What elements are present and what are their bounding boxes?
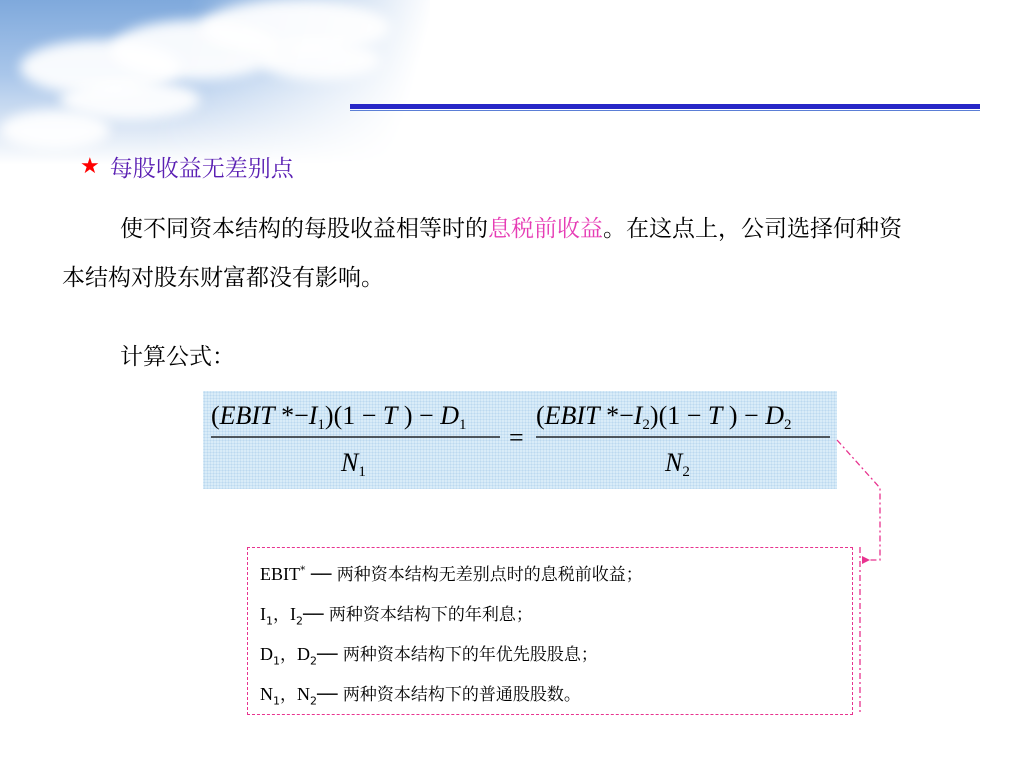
def-symbol-2: I bbox=[290, 604, 296, 624]
left-denominator: N1 bbox=[341, 448, 366, 480]
def-dash: ── bbox=[305, 565, 337, 585]
def-symbol-2: D bbox=[297, 644, 310, 664]
definition-n bbox=[260, 680, 581, 707]
definition-ebit bbox=[260, 560, 643, 585]
equals-sign: = bbox=[509, 423, 524, 452]
def-dash: ── bbox=[317, 645, 343, 665]
paragraph-highlight: 息税前收益 bbox=[488, 216, 603, 242]
def-sup: * bbox=[300, 563, 306, 577]
def-text: 两种资本结构下的普通股股数。 bbox=[342, 685, 581, 705]
header-rule bbox=[350, 104, 980, 109]
def-dash: ── bbox=[303, 605, 329, 625]
def-symbol: N bbox=[260, 684, 273, 704]
heading-title: 每股收益无差别点 bbox=[109, 156, 294, 182]
calc-label: 计算公式： bbox=[120, 344, 235, 370]
definition-i bbox=[260, 600, 533, 627]
def-sub: 1 bbox=[266, 614, 273, 628]
sky-banner bbox=[0, 0, 430, 165]
def-text: 两种资本结构下的年利息； bbox=[328, 605, 533, 625]
def-text: 两种资本结构下的年优先股股息； bbox=[342, 645, 598, 665]
definition-paragraph bbox=[62, 205, 922, 303]
definition-d bbox=[260, 640, 598, 667]
formula-svg bbox=[203, 391, 837, 489]
left-numerator: (EBIT *−I1)(1 − T ) − D1 bbox=[211, 401, 467, 433]
right-numerator: (EBIT *−I2)(1 − T ) − D2 bbox=[536, 401, 792, 433]
def-sep: ， bbox=[273, 605, 290, 625]
def-symbol-2: N bbox=[297, 684, 310, 704]
definitions-box bbox=[247, 547, 853, 715]
def-sub: 1 bbox=[273, 694, 280, 708]
def-text: 两种资本结构无差别点时的息税前收益； bbox=[336, 565, 643, 585]
def-sub-2: 2 bbox=[310, 694, 317, 708]
formula-box bbox=[203, 391, 837, 489]
paragraph-text-before: 使不同资本结构的每股收益相等时的 bbox=[120, 216, 488, 242]
paragraph-text-after: 。在这点上，公司选择何种资本结构对股东财富都没有影响。 bbox=[62, 216, 902, 291]
star-icon: ★ bbox=[80, 154, 100, 179]
def-symbol: D bbox=[260, 644, 273, 664]
def-symbol: I bbox=[260, 604, 266, 624]
right-denominator: N2 bbox=[665, 448, 690, 480]
slide-heading bbox=[80, 150, 294, 183]
def-sep: ， bbox=[280, 685, 297, 705]
header-rule-thin bbox=[350, 110, 980, 111]
def-sub-2: 2 bbox=[310, 654, 317, 668]
def-sep: ， bbox=[280, 645, 297, 665]
def-sub: 1 bbox=[273, 654, 280, 668]
def-symbol: EBIT bbox=[260, 564, 300, 584]
def-dash: ── bbox=[317, 685, 343, 705]
def-sub-2: 2 bbox=[296, 614, 303, 628]
